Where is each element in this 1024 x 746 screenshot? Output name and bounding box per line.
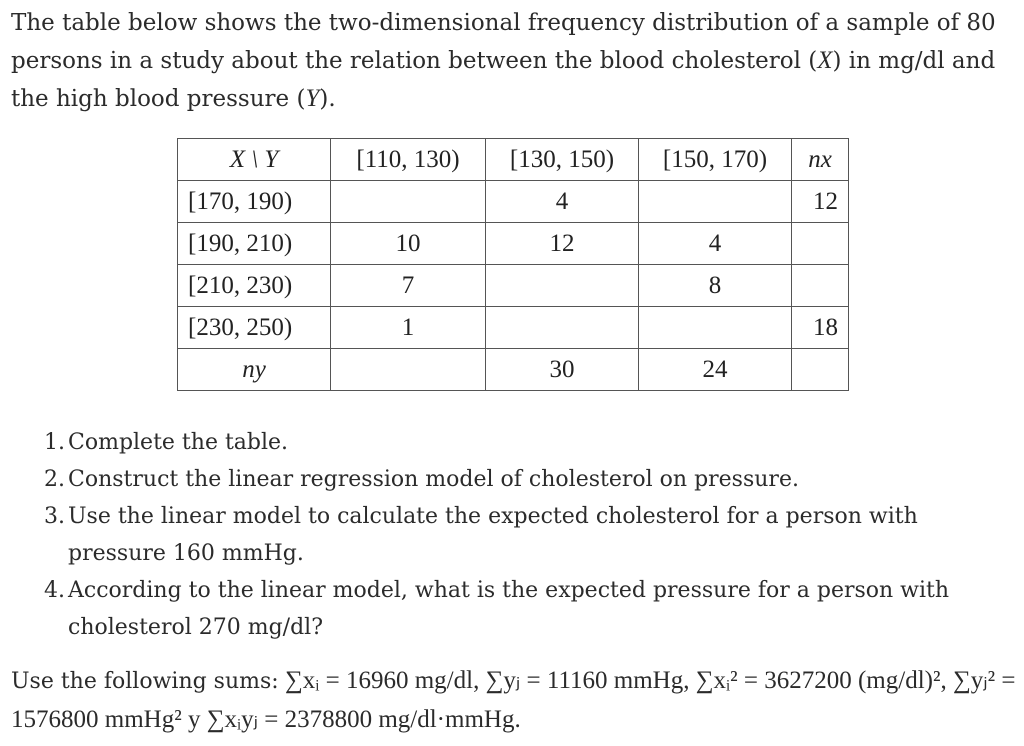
sum-xy: ∑xᵢyⱼ = 2378800 mg/dl·mmHg. [206, 706, 521, 733]
header-y-bin-1: [110, 130) [331, 139, 486, 181]
table-cell: 8 [639, 265, 792, 307]
question-number: 1. [44, 430, 65, 455]
table-cell: 4 [486, 181, 639, 223]
row-label: [210, 230) [178, 265, 331, 307]
question-text: According to the linear model, what is the expected pressure for a person with cholesterol 270 mg/dl? [68, 578, 950, 640]
list-item [44, 498, 1016, 572]
question-number: 4. [44, 578, 65, 603]
var-x: X [817, 47, 833, 74]
table-cell [639, 181, 792, 223]
list-item [44, 424, 1016, 461]
table-cell [792, 223, 849, 265]
intro-text-before: The table below shows the two-dimensional frequency distribution of a sample of 80 persons in a study about the relation between the blood cholesterol ( [11, 10, 996, 74]
row-label-ny: ny [178, 349, 331, 391]
table-row [178, 223, 849, 265]
question-text: Construct the linear regression model of cholesterol on pressure. [68, 467, 799, 492]
table-cell: 10 [331, 223, 486, 265]
table-cell: 7 [331, 265, 486, 307]
table-cell: 12 [792, 181, 849, 223]
table-cell: 18 [792, 307, 849, 349]
row-label: [190, 210) [178, 223, 331, 265]
frequency-table [177, 138, 849, 391]
header-y-bin-2: [130, 150) [486, 139, 639, 181]
list-item [44, 461, 1016, 498]
table-cell [331, 181, 486, 223]
sum-y-squared: ∑yⱼ² = 1576800 mmHg² y [11, 667, 1016, 733]
table-row [178, 181, 849, 223]
table-cell: 4 [639, 223, 792, 265]
question-text: Use the linear model to calculate the expected cholesterol for a person with pressure 160 mmHg. [68, 504, 918, 566]
intro-text-middle: ) in mg/dl and the high blood pressure ( [11, 48, 996, 112]
table-cell [486, 265, 639, 307]
table-cell: 12 [486, 223, 639, 265]
question-number: 3. [44, 504, 65, 529]
sum-y: ∑yⱼ = 11160 mmHg, [485, 667, 690, 694]
question-number: 2. [44, 467, 65, 492]
table-cell [792, 265, 849, 307]
sums-lead: Use the following sums: [11, 669, 279, 694]
table-cell: 24 [639, 349, 792, 391]
table-cell [486, 307, 639, 349]
question-list [44, 424, 1016, 646]
given-sums [11, 662, 1016, 739]
table-header-row [178, 139, 849, 181]
table-row [178, 265, 849, 307]
intro-text-after: ). [319, 86, 336, 112]
table-cell [331, 349, 486, 391]
row-label: [170, 190) [178, 181, 331, 223]
table-cell [639, 307, 792, 349]
var-y: Y [305, 85, 320, 112]
table-totals-row [178, 349, 849, 391]
list-item [44, 572, 1016, 646]
sum-x: ∑xᵢ = 16960 mg/dl, [284, 667, 480, 694]
table-cell [792, 349, 849, 391]
table-row [178, 307, 849, 349]
header-nx: nx [792, 139, 849, 181]
table-cell: 30 [486, 349, 639, 391]
row-label: [230, 250) [178, 307, 331, 349]
header-y-bin-3: [150, 170) [639, 139, 792, 181]
question-text: Complete the table. [68, 430, 289, 455]
header-corner: X \ Y [178, 139, 331, 181]
problem-intro [11, 4, 1016, 118]
sum-x-squared: ∑xᵢ² = 3627200 (mg/dl)², [695, 667, 947, 694]
table-cell: 1 [331, 307, 486, 349]
